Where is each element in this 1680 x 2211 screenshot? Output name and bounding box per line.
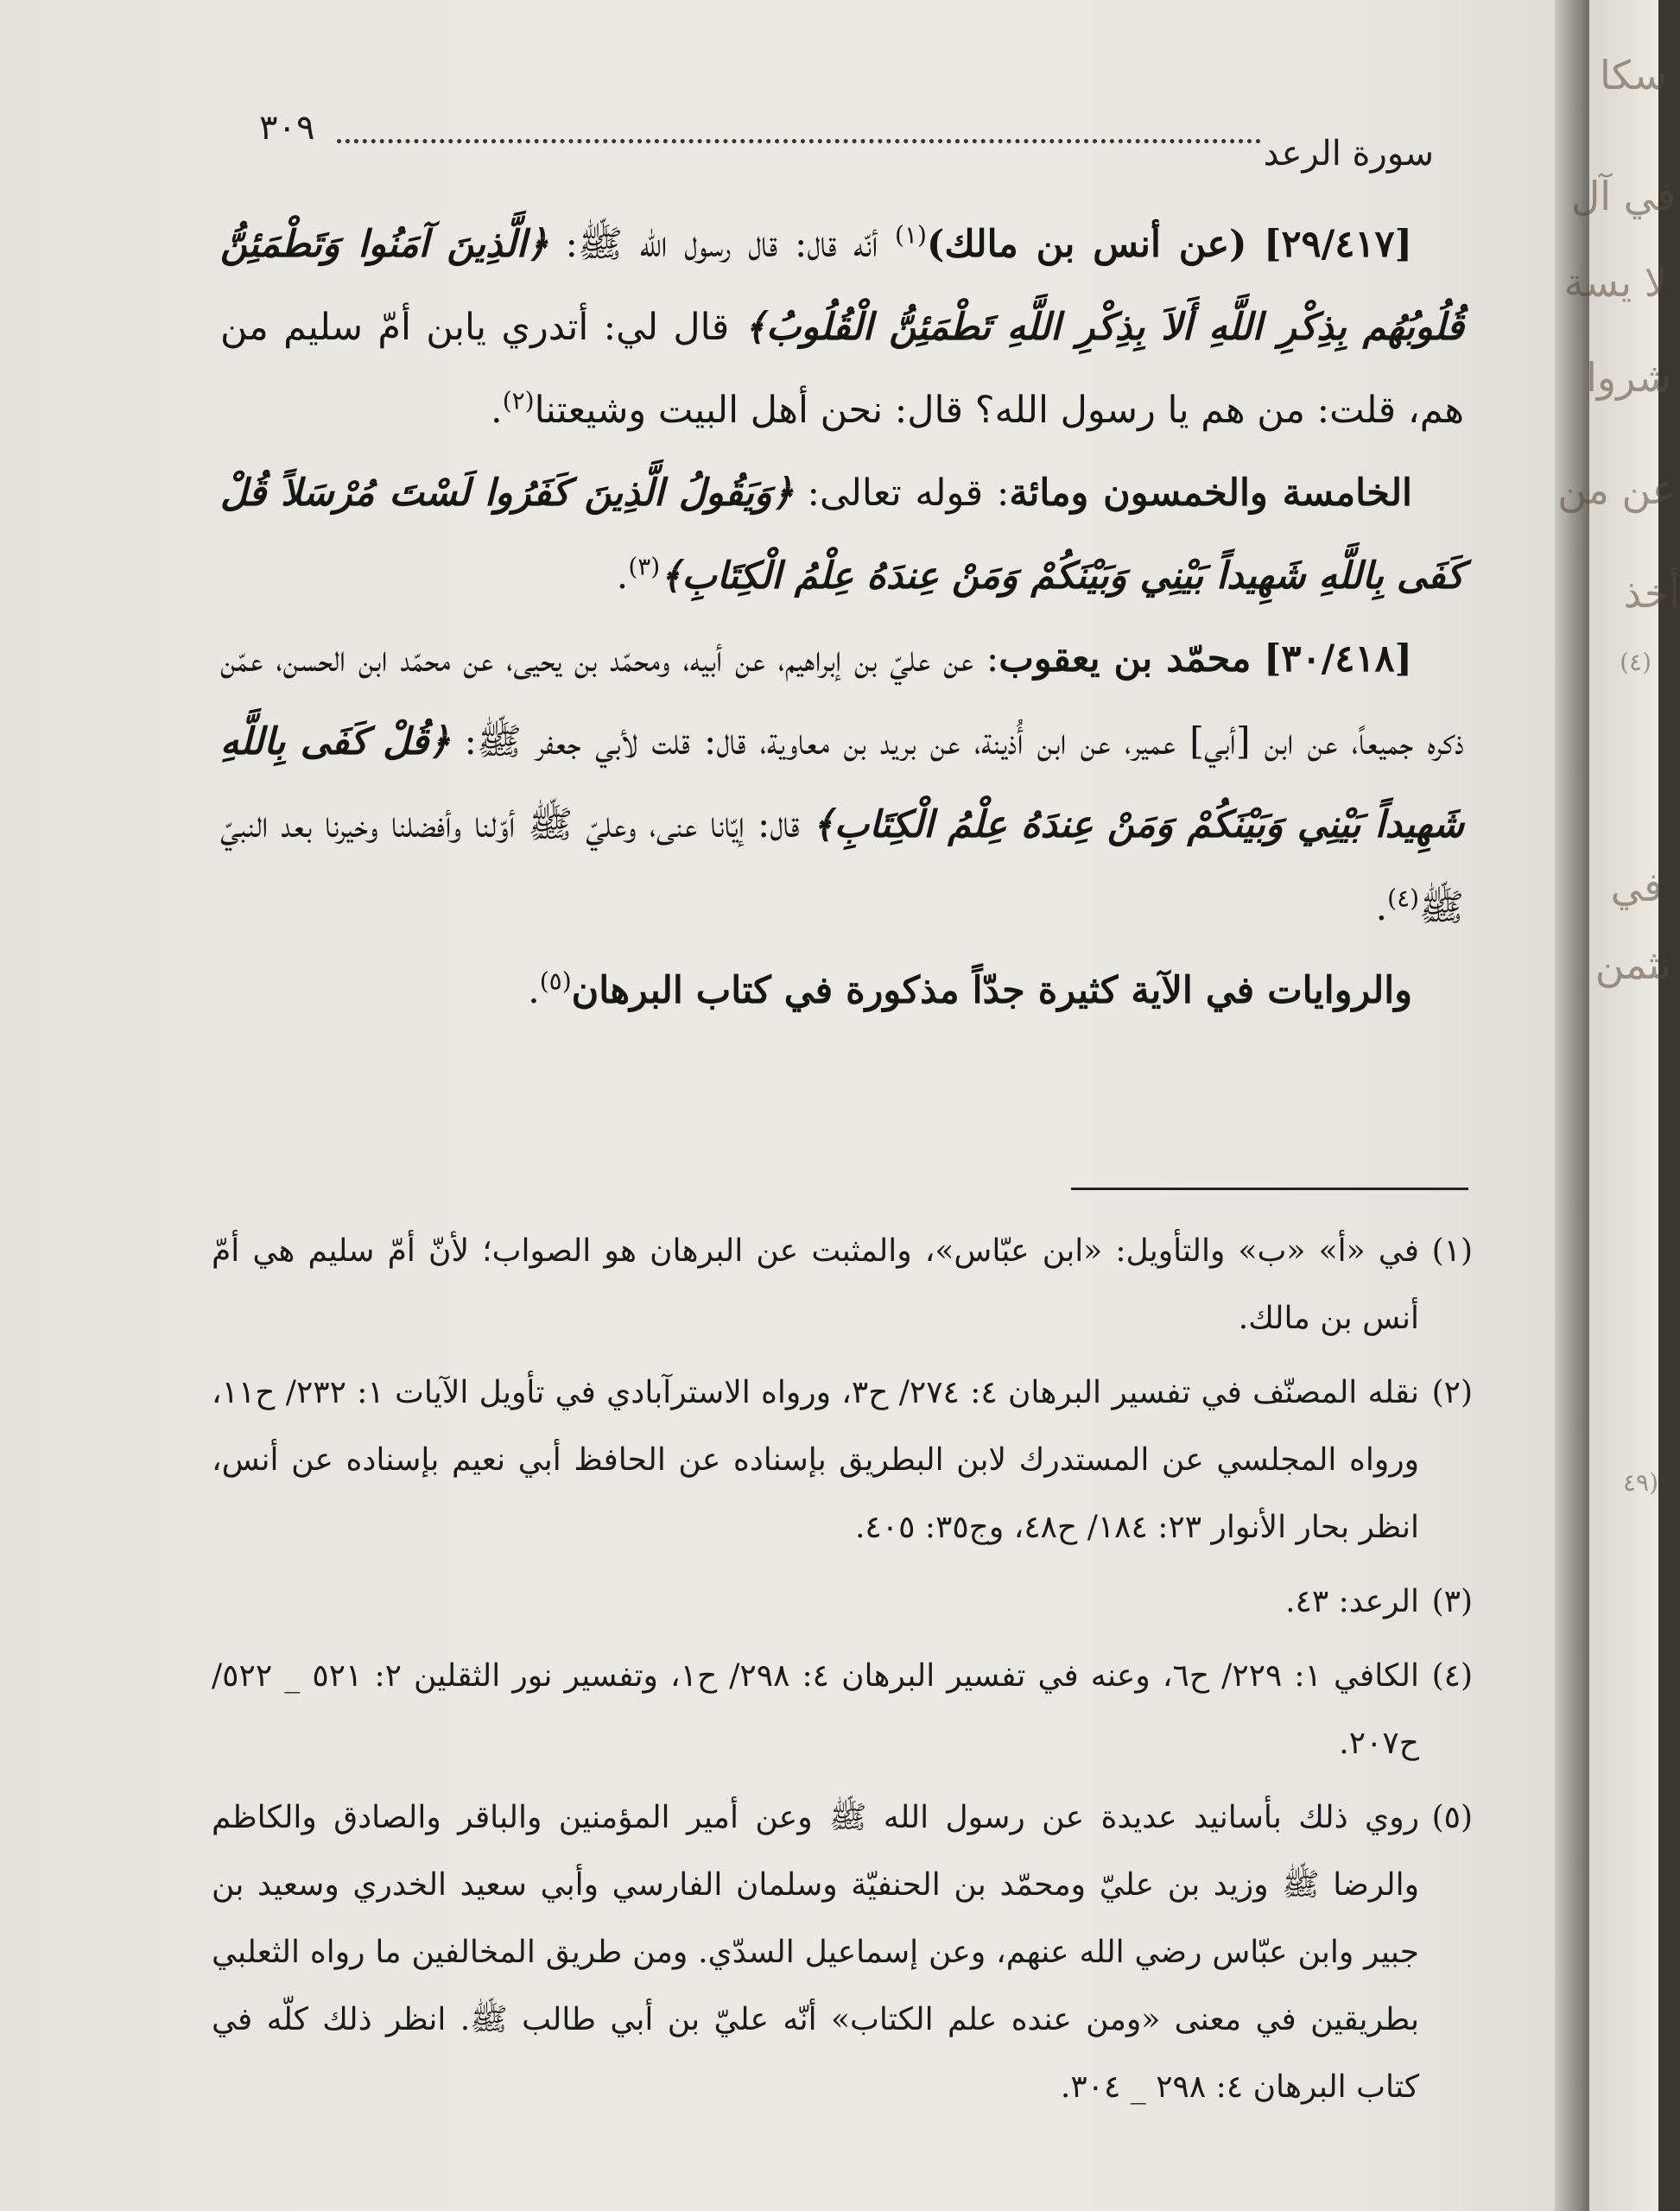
running-title: سورة الرعد (1263, 134, 1434, 174)
paragraph-hadith-417 (220, 203, 1464, 452)
section-heading: الخامسة والخمسون ومائة (1009, 472, 1413, 515)
adjacent-page-text: نثمن (1594, 941, 1671, 988)
footnote-number: (٥) (1431, 1800, 1473, 1835)
punctuation: . (528, 969, 540, 1012)
footnote-text: روي ذلك بأسانيد عديدة عن رسول الله ﷺ وعن أمير المؤمنين والباقر والصادق والكاظم والرضا ﷺ وزيد بن عليّ ومحمّد بن الحنفيّة وسلمان الفارسي وأبي سعيد الخدري وسعيد بن جبير وابن عبّاس رضي الله عنهم، وعن إسماعيل السدّي. ومن طريق المخالفين ما رواه الثعلبي بطريقين في معنى «ومن عنده علم الكتاب» أنّه عليّ بن أبي طالب ﷺ. انظر ذلك كلّه في كتاب البرهان ٤: ٢٩٨ _ ٣٠٤. (212, 1800, 1419, 2105)
hadith-ref: [٣٠/٤١٨] (1264, 637, 1413, 681)
footnote-number: (٢) (1431, 1375, 1474, 1410)
narrator: (عن أنس بن مالك) (926, 223, 1247, 266)
footnote-ref: (١) (895, 220, 927, 250)
hadith-ref: [٢٩/٤١٧] (1264, 223, 1412, 266)
book-gutter-shadow (1555, 0, 1589, 2211)
footnote-ref: (٣) (628, 552, 661, 581)
punctuation: . (616, 554, 629, 598)
hadith-text: قال: إيّانا عنى، وعليّ ﷺ أوّلنا وأفضلنا وخيرنا بعد النبيّ ﷺ (220, 803, 1464, 929)
footnote-text: الكافي ١: ٢٢٩/ ح٦، وعنه في تفسير البرهان ٤: ٢٩٨/ ح١، وتفسير نور الثقلين ٢: ٥٢١ _ ٥٢٢/ ح٢٠٧. (212, 1658, 1420, 1761)
paragraph-narrations (220, 949, 1464, 1032)
footnotes (212, 1218, 1473, 2128)
hadith-text: أنّه قال: قال رسول الله ﷺ: (548, 223, 896, 266)
adjacent-page-text: شروا (1586, 354, 1671, 401)
main-text (220, 203, 1464, 1032)
footnote-3 (212, 1568, 1473, 1636)
footnote-5 (212, 1784, 1473, 2121)
hadith-text: : عن عليّ بن إبراهيم، عن أبيه، ومحمّد بن يحيى، عن محمّد ابن الحسن، عمّن ذكره جميعاً، عن ابن [أبي] عمير، عن ابن أُذينة، عن بريد بن معاوية، قال: قلت لأبي جعفر ﷺ: (220, 637, 1464, 763)
punctuation: . (491, 389, 503, 432)
page-number: ٣٠٩ (259, 108, 315, 148)
adjacent-page-edge (1557, 0, 1680, 2211)
footnote-1 (212, 1218, 1473, 1353)
footnote-ref: (٥) (539, 966, 572, 996)
footnote-4 (212, 1643, 1473, 1777)
adjacent-page-text: عن من (1557, 466, 1676, 513)
footnote-text: نقله المصنّف في تفسير البرهان ٤: ٢٧٤/ ح٣، ورواه الاسترآبادي في تأويل الآيات ١: ٢٣٢/ ح١١، ورواه المجلسي عن المستدرك لابن البطريق بإسناده عن الحافظ أبي نعيم بإسناده عن أنس، انظر بحار الأنوار ٢٣: ١٨٤/ ح٤٨، وج٣٥: ٤٠٥. (212, 1375, 1420, 1545)
adjacent-page-text: في (1610, 864, 1663, 910)
footnote-number: (٤) (1431, 1658, 1474, 1694)
footnote-number: (٣) (1431, 1584, 1473, 1619)
footnote-ref: (٢) (502, 386, 535, 415)
footnote-ref: (٤) (1387, 884, 1420, 913)
header-dotted-leader (337, 139, 1261, 143)
footnote-text: الرعد: ٤٣. (1285, 1584, 1419, 1619)
paragraph-hadith-418 (220, 618, 1464, 949)
footnote-separator (1071, 1188, 1468, 1190)
punctuation: . (1375, 886, 1388, 929)
narrator: محمّد بن يعقوب (998, 637, 1252, 681)
adjacent-page-text: (٤٩ (1622, 1468, 1658, 1497)
adjacent-page-text: في آل (1570, 173, 1676, 219)
adjacent-page-text: (٤) (1620, 648, 1651, 676)
footnote-2 (212, 1359, 1473, 1562)
hadith-text: قال لي: أتدري يابن أمّ سليم من هم، قلت: من هم يا رسول الله؟ قال: نحن أهل البيت وشيعتنا (220, 306, 1464, 432)
verse-intro: : قوله تعالى: (793, 472, 1010, 515)
page-header (259, 99, 1434, 174)
quran-verse: ﴿وَيَقُولُ الَّذِينَ كَفَرُوا لَسْتَ مُرْسَلاً قُلْ كَفَى بِاللَّهِ شَهِيداً بَيْنِي وَبَيْنَكُمْ وَمَنْ عِندَهُ عِلْمُ الْكِتَابِ﴾ (220, 472, 1464, 598)
adjacent-page-text: لا يسة (1563, 259, 1667, 306)
adjacent-page-text: سكا (1600, 52, 1667, 98)
closing-text: والروايات في الآية كثيرة جدّاً مذكورة في كتاب البرهان (571, 969, 1412, 1012)
adjacent-page-text: أخذ (1623, 570, 1680, 617)
quran-verse: ﴿الَّذِينَ آمَنُوا وَتَطْمَئِنُّ قُلُوبُهُم بِذِكْرِ اللَّهِ أَلاَ بِذِكْرِ اللَّهِ تَطْمَئِنُّ الْقُلُوبُ﴾ (220, 223, 1464, 349)
paragraph-verse-155 (220, 452, 1464, 618)
footnote-text: في «أ» «ب» والتأويل: «ابن عبّاس»، والمثبت عن البرهان هو الصواب؛ لأنّ أمّ سليم هي أمّ أنس بن مالك. (212, 1233, 1419, 1336)
footnote-number: (١) (1431, 1233, 1473, 1269)
quran-verse: ﴿قُلْ كَفَى بِاللَّهِ شَهِيداً بَيْنِي وَبَيْنَكُمْ وَمَنْ عِندَهُ عِلْمُ الْكِتَابِ﴾ (220, 720, 1465, 846)
